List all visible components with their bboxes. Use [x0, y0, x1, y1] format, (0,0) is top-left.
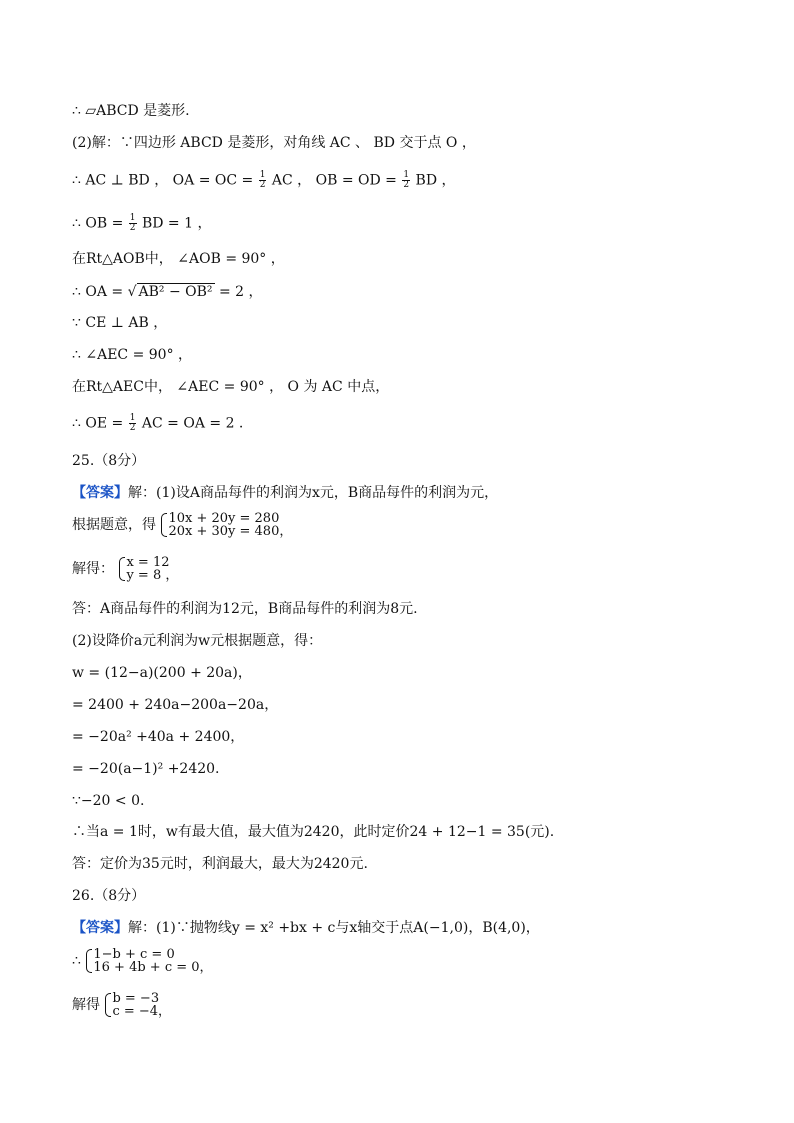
text-line-q25-answer-intro: 【答案】解：(1)设A商品每件的利润为x元，B商品每件的利润为元，	[72, 485, 499, 501]
text-line-q25-solution: 解得： x = 12 y = 8 ，	[72, 555, 179, 583]
text-line-max-value: ∴当a = 1时，w有最大值，最大值为2420，此时定价24 + 12−1 = 35(元).	[72, 824, 555, 840]
text-line-q26-solution: 解得 b = −3 c = −4，	[72, 991, 172, 1019]
text-line-angle-aec: ∴ ∠AEC = 90° ，	[72, 347, 193, 363]
question-number-26: 26.（8分）	[72, 888, 146, 904]
text-line-q25-answer2: 答：定价为35元时，利润最大，最大为2420元.	[72, 856, 368, 872]
square-root: √ AB² − OB²	[127, 284, 213, 300]
text-line-q26-system: ∴ 1−b + c = 0 16 + 4b + c = 0，	[72, 947, 213, 975]
text-line-q25-part2: (2)设降价a元利润为w元根据题意，得：	[72, 633, 323, 649]
text-line-w-vertex: = −20(a−1)² +2420.	[72, 761, 220, 777]
text-line-ob-value: ∴ OB = $\frac{1}{2}$ BD = 1 ，	[72, 213, 212, 233]
text-line-w-expression: w = (12−a)(200 + 20a)，	[72, 665, 252, 681]
text-line-right-triangle-aob: 在Rt△AOB中， ∠AOB = 90° ，	[72, 251, 285, 267]
text-line-q25-system: 根据题意，得 10x + 20y = 280 20x + 30y = 480，	[72, 511, 293, 539]
equation-system: 10x + 20y = 280 20x + 30y = 480，	[160, 512, 292, 538]
fraction-one-half: $\frac{1}{2}$	[129, 413, 136, 433]
text-line-coefficient: ∵−20 < 0.	[72, 793, 145, 809]
answer-tag: 【答案】	[72, 920, 128, 936]
answer-tag: 【答案】	[72, 485, 128, 501]
question-number-25: 25.（8分）	[72, 453, 146, 469]
text-line-diagonals: ∴ AC ⊥ BD ， OA = OC = $\frac{1}{2}$ AC ， OB = OD = $\frac{1}{2}$ BD ，	[72, 170, 456, 190]
text-line-oa-sqrt: ∴ OA = √ AB² − OB² = 2 ，	[72, 284, 263, 300]
fraction-one-half: $\frac{1}{2}$	[129, 213, 136, 233]
fraction-one-half: $\frac{1}{2}$	[403, 170, 410, 190]
text-line-ce-perpendicular: ∵ CE ⊥ AB ，	[72, 315, 168, 331]
text-line-w-expand: = 2400 + 240a−200a−20a，	[72, 697, 279, 713]
text-line-oe-value: ∴ OE = $\frac{1}{2}$ AC = OA = 2 .	[72, 413, 244, 433]
text-line-q25-answer1: 答：A商品每件的利润为12元，B商品每件的利润为8元.	[72, 601, 418, 617]
text-line-right-triangle-aec: 在Rt△AEC中， ∠AEC = 90° ， O 为 AC 中点，	[72, 379, 390, 395]
text-line-q26-answer-intro: 【答案】解：(1)∵抛物线y = x² +bx + c与x轴交于点A(−1,0)，B(4,0)，	[72, 920, 540, 936]
equation-system: 1−b + c = 0 16 + 4b + c = 0，	[85, 948, 212, 974]
equation-system: x = 12 y = 8 ，	[118, 556, 178, 582]
fraction-one-half: $\frac{1}{2}$	[259, 170, 266, 190]
equation-system: b = −3 c = −4，	[104, 992, 171, 1018]
text-line-part2-intro: (2)解：∵四边形 ABCD 是菱形，对角线 AC 、 BD 交于点 O ，	[72, 135, 476, 151]
text-line-rhombus-conclusion: ∴ ▱ABCD 是菱形.	[72, 103, 190, 119]
text-line-w-simplify: = −20a² +40a + 2400，	[72, 729, 245, 745]
